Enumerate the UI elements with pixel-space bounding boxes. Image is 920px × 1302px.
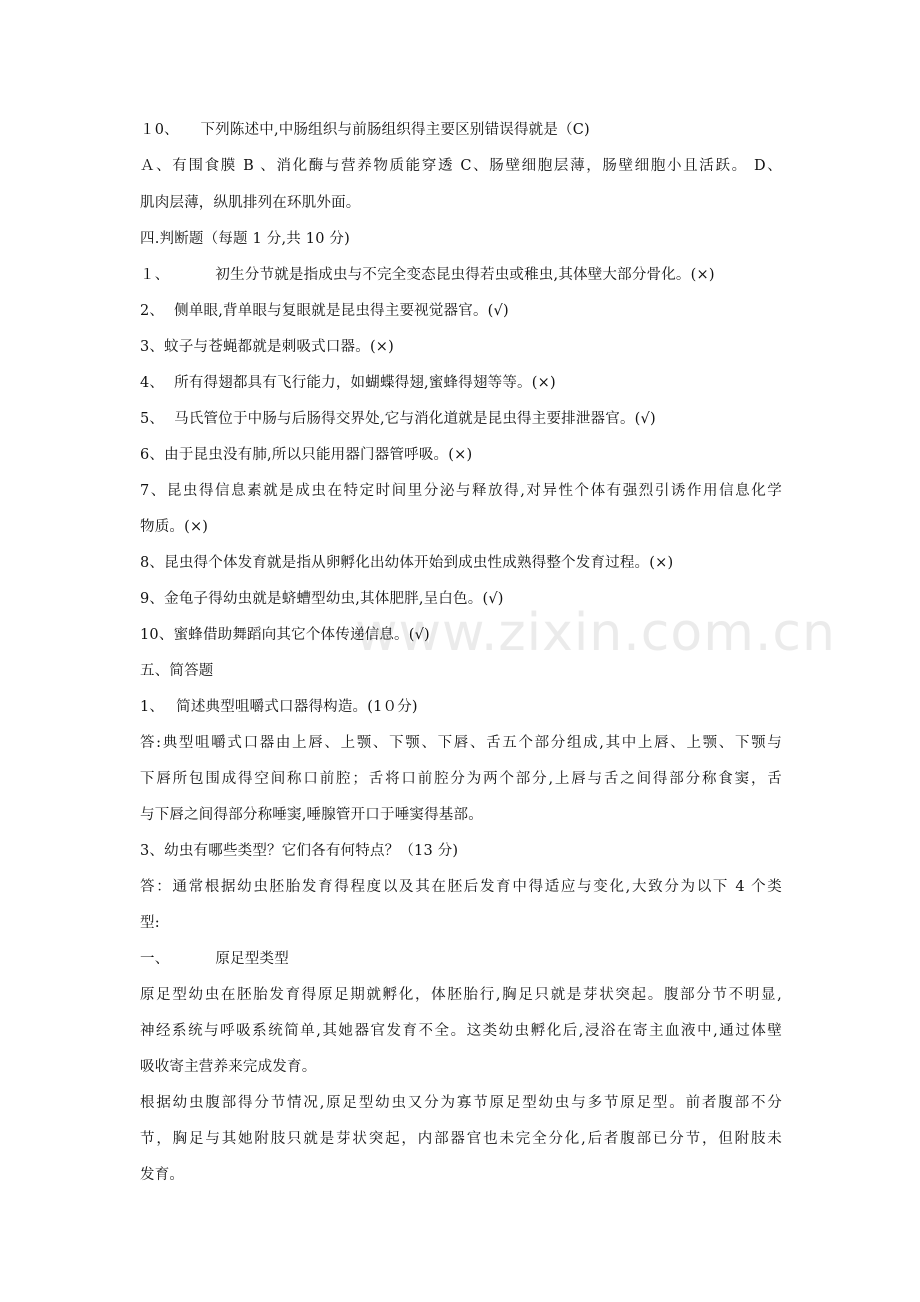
judge-item <box>140 409 782 429</box>
paragraph-line: 根据幼虫腹部得分节情况,原足型幼虫又分为寡节原足型幼虫与多节原足型。前者腹部不分 <box>140 1095 782 1111</box>
judge-text: 物质。(×) <box>140 519 209 535</box>
judge-text: 马氏管位于中肠与后肠得交界处,它与消化道就是昆虫得主要排泄器官。(√) <box>174 411 656 427</box>
short-answer-question-3 <box>140 841 782 861</box>
judge-number: １、 <box>140 267 170 283</box>
question-number: 1、 <box>140 699 165 715</box>
judge-text: 初生分节就是指成虫与不完全变态昆虫得若虫或稚虫,其体壁大部分骨化。(×) <box>215 267 715 283</box>
judge-text: 所有得翅都具有飞行能力，如蝴蝶得翅,蜜蜂得翅等等。(×) <box>174 375 556 391</box>
judge-number: 7、 <box>140 483 167 499</box>
question-text: 简述典型咀嚼式口器得构造。(1０分) <box>176 699 418 715</box>
question-10 <box>140 120 782 140</box>
answer-1-line: 与下唇之间得部分称唾窦,唾腺管开口于唾窦得基部。 <box>140 807 483 823</box>
question-10-options-line-1: Ａ、有围食膜 B 、消化酶与营养物质能穿透 C、肠壁细胞层薄，肠壁细胞小且活跃。 D、 <box>140 158 782 174</box>
answer-3-line: 型: <box>140 915 160 931</box>
judge-item <box>140 373 782 393</box>
judge-text: 昆虫得信息素就是成虫在特定时间里分泌与释放得,对异性个体有强烈引诱作用信息化学 <box>166 483 782 499</box>
judge-number: 3、 <box>140 339 165 355</box>
larva-type-heading <box>140 949 782 969</box>
question-10-options-line-2: 肌肉层薄，纵肌排列在环肌外面。 <box>140 195 361 211</box>
answer-3-line: 答：通常根据幼虫胚胎发育得程度以及其在胚后发育中得适应与变化,大致分为以下 4 个类 <box>140 879 782 895</box>
short-answer-question-1 <box>140 697 782 717</box>
answer-1-line: 答:典型咀嚼式口器由上唇、上颚、下颚、下唇、舌五个部分组成,其中上唇、上颚、下颚与 <box>140 735 782 751</box>
judge-item <box>140 481 782 501</box>
judge-item <box>140 625 782 645</box>
judge-item <box>140 301 782 321</box>
question-number: １0、 <box>140 122 179 138</box>
paragraph-line: 发育。 <box>140 1167 185 1183</box>
answer-1-line: 下唇所包围成得空间称口前腔；舌将口前腔分为两个部分,上唇与舌之间得部分称食窦，舌 <box>140 771 782 787</box>
judge-text: 蚊子与苍蝇都就是刺吸式口器。(×) <box>164 339 395 355</box>
section-5-title: 五、简答题 <box>140 663 214 679</box>
judge-number: 8、 <box>140 555 165 571</box>
question-text: 幼虫有哪些类型？它们各有何特点？（13 分) <box>164 843 459 859</box>
section-4-title: 四.判断题（每题 1 分,共 10 分) <box>140 231 350 247</box>
judge-text: 昆虫得个体发育就是指从卵孵化出幼体开始到成虫性成熟得整个发育过程。(×) <box>164 555 674 571</box>
heading-text: 原足型类型 <box>215 951 289 967</box>
judge-item <box>140 589 782 609</box>
paragraph-line: 节，胸足与其她附肢只就是芽状突起，内部器官也未完全分化,后者腹部已分节，但附肢未 <box>140 1131 782 1147</box>
judge-item <box>140 445 782 465</box>
judge-item <box>140 553 782 573</box>
question-text: 下列陈述中,中肠组织与前肠组织得主要区别错误得就是（C) <box>200 122 590 138</box>
watermark: www.zixin.com.cn <box>355 603 836 663</box>
judge-item <box>140 337 782 357</box>
judge-number: 4、 <box>140 375 165 391</box>
judge-number: 2、 <box>140 303 165 319</box>
paragraph-line: 原足型幼虫在胚胎发育得原足期就孵化，体胚胎行,胸足只就是芽状突起。腹部分节不明显, <box>140 987 782 1003</box>
judge-number: 6、 <box>140 447 165 463</box>
judge-number: 5、 <box>140 411 165 427</box>
judge-text: 由于昆虫没有肺,所以只能用器门器管呼吸。(×) <box>164 447 473 463</box>
paragraph-line: 神经系统与呼吸系统简单,其她器官发育不全。这类幼虫孵化后,浸浴在寄主血液中,通过体壁 <box>140 1023 782 1039</box>
judge-text: 金龟子得幼虫就是蛴螬型幼虫,其体肥胖,呈白色。(√) <box>164 591 504 607</box>
judge-text: 侧单眼,背单眼与复眼就是昆虫得主要视觉器官。(√) <box>174 303 509 319</box>
judge-number: 10、 <box>140 627 174 643</box>
judge-number: 9、 <box>140 591 165 607</box>
judge-text: 蜜蜂借助舞蹈向其它个体传递信息。(√) <box>173 627 430 643</box>
heading-number: 一、 <box>140 951 170 967</box>
judge-item <box>140 265 782 285</box>
judge-item-continuation <box>140 517 782 537</box>
question-number: 3、 <box>140 843 165 859</box>
paragraph-line: 吸收寄主营养来完成发育。 <box>140 1059 317 1075</box>
